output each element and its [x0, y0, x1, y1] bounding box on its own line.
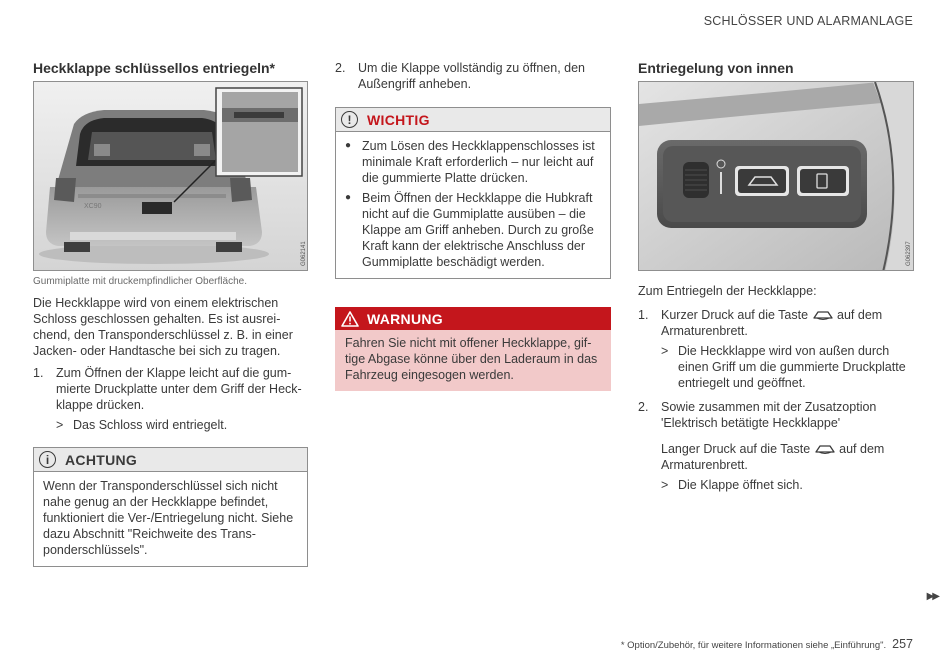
- result-arrow: >: [56, 418, 64, 432]
- achtung-title: ACHTUNG: [65, 451, 138, 468]
- wichtig-box: [335, 107, 611, 279]
- section-title-inside: Entriegelung von innen: [638, 60, 794, 76]
- step-text: Um die Klappe vollständig zu öffnen, den Außengriff anheben.: [358, 61, 586, 91]
- warnung-text: Fahren Sie nicht mit offener Heckklappe, gif-tige Abgase könne über den Laderaum in das Fahrzeug eingesogen werden.: [345, 336, 598, 382]
- warnung-box: [335, 307, 611, 391]
- bullet-text: Beim Öffnen der Heckklappe die Hubkraft nicht auf die Gummiplatte ausüben – die Klappe am Griff anheben. Durch zu große Kraft kann der elektrische Anschluss der Gummiplatte beschädigt werden.: [362, 191, 594, 269]
- step-text-after-icon: auf dem Armaturenbrett.: [661, 308, 883, 338]
- step-text: Zum Öffnen der Klappe leicht auf die gum-mierte Druckplatte unter dem Griff der Heck-klappe drücken.: [56, 366, 302, 412]
- warning-triangle-icon: [341, 311, 359, 327]
- step-1-result: [638, 343, 914, 391]
- step-1-result: [33, 417, 308, 433]
- exclamation-icon: !: [341, 111, 358, 128]
- step-2-result: [638, 477, 914, 493]
- result-arrow: >: [661, 478, 669, 492]
- step-1: [638, 307, 914, 339]
- result-arrow: >: [661, 344, 669, 358]
- wichtig-bullet: [345, 138, 601, 186]
- wichtig-bullet: [345, 190, 601, 270]
- wichtig-title: WICHTIG: [367, 111, 430, 128]
- result-text: Die Heckklappe wird von außen durch einen Griff um die gummierte Druckplatte entriegelt und geöffnet.: [678, 344, 906, 390]
- info-icon: i: [39, 451, 56, 468]
- figure-id: G062397: [906, 241, 912, 266]
- figure-caption: Gummiplatte mit druckempfindlicher Oberfläche.: [33, 276, 247, 287]
- result-text: Die Klappe öffnet sich.: [678, 478, 803, 492]
- step-text-before-icon: Kurzer Druck auf die Taste: [661, 308, 809, 322]
- column-keyless-unlock: [33, 58, 308, 567]
- svg-text:XC90: XC90: [84, 203, 102, 210]
- figure-tailgate: [33, 81, 308, 271]
- column-unlock-inside: [638, 58, 914, 493]
- bullet-text: Zum Lösen des Heckklappenschlosses ist minimale Kraft erforderlich – nur leicht auf die gummierte Platte drücken.: [362, 139, 595, 185]
- inside-intro: Zum Entriegeln der Heckklappe:: [638, 284, 817, 298]
- figure-dashboard-buttons: [638, 81, 914, 271]
- page-footer: [621, 636, 913, 654]
- tailgate-button-icon: [814, 443, 836, 455]
- step-number: 2.: [638, 400, 649, 414]
- figure-id: G062141: [301, 241, 307, 266]
- wichtig-body: [336, 132, 610, 278]
- step-2: [638, 399, 914, 431]
- wichtig-header: [336, 108, 610, 132]
- intro-paragraph: Die Heckklappe wird von einem elektrischen Schloss geschlossen gehalten. Es ist ausrei-chend, den Transponderschlüssel z. B. in einer Jacken- oder Handtasche bei sich zu tragen.: [33, 296, 293, 358]
- footnote: * Option/Zubehör, für weitere Informationen siehe „Einführung".: [620, 640, 887, 651]
- next-page-marker: ▶▶: [926, 591, 938, 602]
- step-text-after-icon: auf dem Armaturenbrett.: [661, 442, 885, 472]
- step-text: [661, 441, 914, 473]
- step-1: [33, 365, 308, 413]
- dashboard-button-illustration: [639, 82, 914, 271]
- column-continuation: [335, 60, 611, 391]
- tailgate-button-icon: [812, 309, 834, 321]
- step-text: Sowie zusammen mit der Zusatzoption 'Elektrisch betätigte Heckklappe': [661, 400, 877, 430]
- step-text: [661, 307, 914, 339]
- step-number: 2.: [335, 61, 346, 75]
- achtung-box: [33, 447, 308, 567]
- result-text: Das Schloss wird entriegelt.: [73, 418, 228, 432]
- warnung-header: [335, 307, 611, 330]
- achtung-header: [34, 448, 307, 472]
- step-2-detail: [638, 441, 914, 473]
- warnung-title: WARNUNG: [367, 310, 443, 327]
- car-rear-illustration: [34, 82, 308, 271]
- step-number: 1.: [33, 366, 44, 380]
- bullet-dot: ●: [345, 192, 352, 203]
- page-number: 257: [892, 637, 913, 651]
- section-title-keyless: Heckklappe schlüssellos entriegeln*: [33, 60, 275, 76]
- step-2: [335, 60, 611, 92]
- achtung-text: Wenn der Transponderschlüssel sich nicht nahe genug an der Heckklappe befindet, funktioniert die Ver-/Entriegelung nicht. Siehe dazu Abschnitt "Reichweite des Trans-ponderschlüssels".: [43, 479, 294, 557]
- step-number: 1.: [638, 308, 649, 322]
- step-text-before-icon: Langer Druck auf die Taste: [661, 442, 811, 456]
- bullet-dot: ●: [345, 140, 352, 151]
- running-header: SCHLÖSSER UND ALARMANLAGE: [703, 14, 913, 28]
